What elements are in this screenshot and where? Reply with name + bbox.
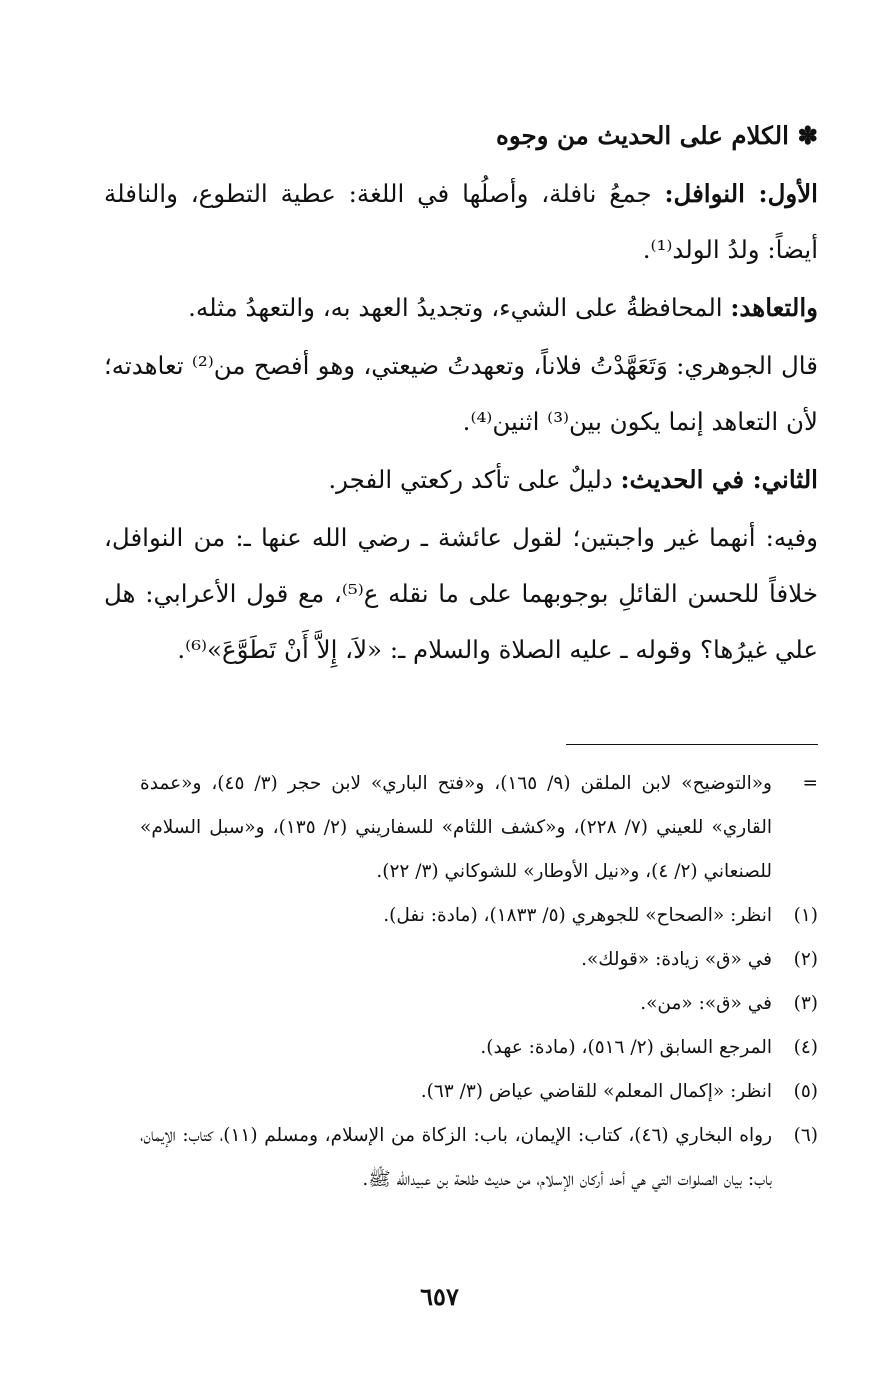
paragraph-aisha: وفيه: أنهما غير واجبتين؛ لقول عائشة ـ رضي الله عنها ـ: من النوافل، خلافاً للحسن القائلِ بوجوبهما على ما نقله ع⁽⁵⁾، مع قول الأعرابي: هل علي غيرُها؟ وقوله ـ عليه الصلاة والسلام ـ: «لاَ، إِلاَّ أَنْ تَطَوَّعَ»⁽⁶⁾. <box>104 523 818 664</box>
footnote-3 <box>140 982 818 1026</box>
section-heading: ✽ الكلام على الحديث من وجوه <box>496 121 818 150</box>
footnote-number: (٣) <box>793 993 818 1014</box>
footnote-number: (٥) <box>793 1081 818 1102</box>
footnote-number: (٦) <box>793 1125 818 1146</box>
paragraph-second-point <box>104 452 818 508</box>
paragraph-lead: الثاني: في الحديث: <box>620 465 818 494</box>
footnote-2 <box>140 938 818 982</box>
main-text <box>104 108 818 678</box>
footnote-number: (١) <box>793 905 818 926</box>
footnote-1 <box>140 894 818 938</box>
footnote-text: و«التوضيح» لابن الملقن (٩/ ١٦٥)، و«فتح الباري» لابن حجر (٣/ ٤٥)، و«عمدة القاري» للعيني (٧/ ٢٢٨)، و«كشف اللثام» للسفاريني (٢/ ١٣٥)، و«سبل السلام» للصنعاني (٢/ ٤)، و«نيل الأوطار» للشوكاني (٣/ ٢٢). <box>140 773 772 882</box>
footnote-number: (٤) <box>793 1037 818 1058</box>
paragraph-text: المحافظةُ على الشيء، وتجديدُ العهد به، والتعهدُ مثله. <box>188 293 731 322</box>
footnote-text: في «ق» زيادة: «قولك». <box>581 949 772 970</box>
footnote-number: = <box>802 773 818 794</box>
footnote-text: في «ق»: «من». <box>640 993 772 1014</box>
paragraph-jawhari: قال الجوهري: وَتَعَهَّدْتُ فلاناً، وتعهدتُ ضيعتي، وهو أفصح من⁽²⁾ تعاهدته؛ لأن التعاهد إنما يكون بين⁽³⁾ اثنين⁽⁴⁾. <box>104 351 818 436</box>
paragraph-taahud <box>104 280 818 336</box>
footnote-continued <box>140 762 818 894</box>
paragraph-text: جمعُ نافلة، وأصلُها في اللغة: عطية التطوع، والنافلة أيضاً: ولدُ الولد⁽¹⁾. <box>104 179 818 264</box>
footnotes <box>140 762 818 1202</box>
paragraph-text: دليلٌ على تأكد ركعتي الفجر. <box>328 465 621 494</box>
footnote-4 <box>140 1026 818 1070</box>
footnote-text: المرجع السابق (٢/ ٥١٦)، (مادة: عهد). <box>480 1037 772 1058</box>
paragraph-lead: الأول: النوافل: <box>664 179 818 208</box>
footnote-text: انظر: «إكمال المعلم» للقاضي عياض (٣/ ٦٣). <box>420 1081 772 1102</box>
footnote-5 <box>140 1070 818 1114</box>
footnote-divider <box>566 744 818 745</box>
footnote-text: انظر: «الصحاح» للجوهري (٥/ ١٨٣٣)، (مادة: نفل). <box>383 905 772 926</box>
footnote-6 <box>140 1114 818 1202</box>
page-number: ٦٥٧ <box>420 1282 459 1311</box>
paragraph-nawafil <box>104 166 818 278</box>
paragraph-lead: والتعاهد: <box>730 293 818 322</box>
footnote-text: رواه البخاري (٤٦)، كتاب: الإيمان، باب: الزكاة من الإسلام، ومسلم (١١)، كتاب: الإيمان، باب: بيان الصلوات التي هي أحد أركان الإسلام، من حديث طلحة بن عبيدالله ﷺ. <box>140 1125 773 1190</box>
footnote-number: (٢) <box>793 949 818 970</box>
